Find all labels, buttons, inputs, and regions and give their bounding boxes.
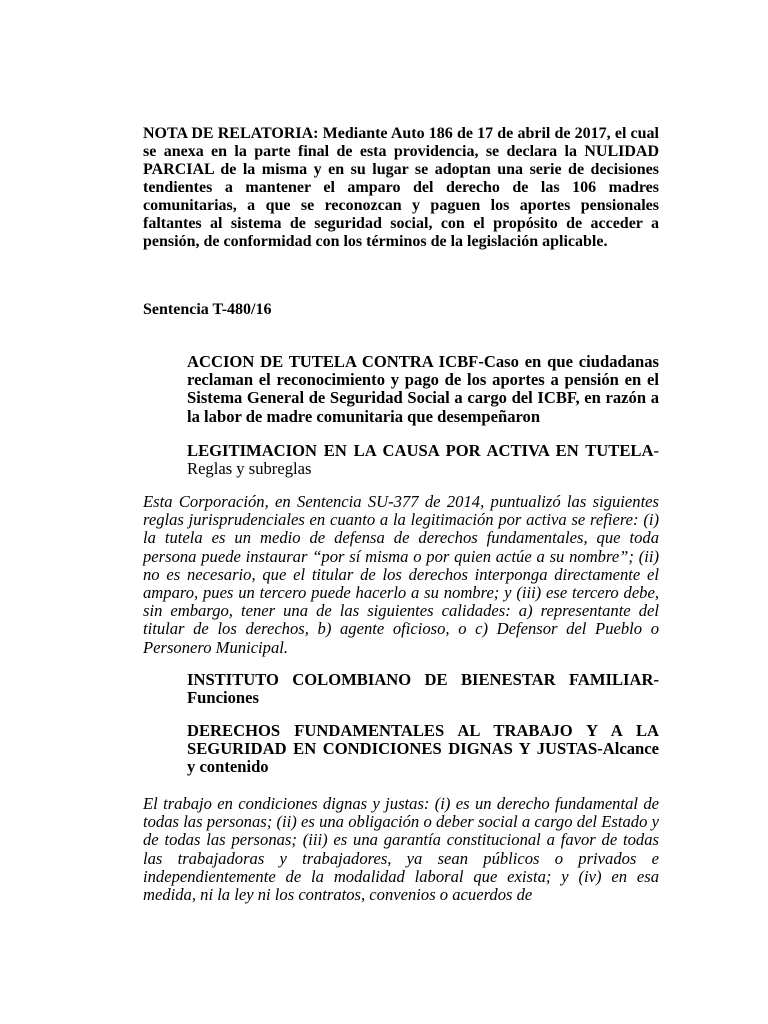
descriptor-subtitle: -Reglas y subreglas <box>187 441 659 479</box>
descriptor-title: ACCION DE TUTELA CONTRA ICBF <box>187 352 479 371</box>
descriptor-subtitle: -Alcance y contenido <box>187 739 659 777</box>
descriptor-accion-tutela <box>187 353 659 426</box>
paragraph-trabajo: El trabajo en condiciones dignas y justas: (i) es un derecho fundamental de todas las personas; (ii) es una obligación o deber social a cargo del Estado y de todas las personas; (iii) es una garantía constitucional a favor de todas las trabajadoras y trabajadores, ya sean públicos o privados e independientemente de la modalidad laboral que exista; y (iv) en esa medida, ni la ley ni los contratos, convenios o acuerdos de <box>143 794 659 905</box>
sentencia-title: Sentencia T-480/16 <box>143 301 272 318</box>
nota-label: NOTA DE RELATORIA: <box>143 125 319 142</box>
nota-de-relatoria <box>143 125 659 251</box>
descriptor-title: DERECHOS FUNDAMENTALES AL TRABAJO Y A LA SEGURIDAD EN CONDICIONES DIGNAS Y JUSTAS <box>187 721 659 759</box>
descriptor-subtitle: -Caso en que ciudadanas reclaman el reconocimiento y pago de los aportes a pensión en el Sistema General de Seguridad Social a cargo del ICBF, en razón a la labor de madre comunitaria que desempeñaron <box>187 352 659 426</box>
nota-text: Mediante Auto 186 de 17 de abril de 2017, el cual se anexa en la parte final de esta providencia, se declara la NULIDAD PARCIAL de la misma y en su lugar se adoptan una serie de decisiones tendientes a mantener el amparo del derecho de las 106 madres comunitarias, a que se reconozcan y paguen los aportes pensionales faltantes al sistema de seguridad social, con el propósito de acceder a pensión, de conformidad con los términos de la legislación aplicable. <box>143 125 660 250</box>
paragraph-legitimacion: Esta Corporación, en Sentencia SU-377 de 2014, puntualizó las siguientes reglas jurisprudenciales en cuanto a la legitimación por activa se refiere: (i) la tutela es un medio de defensa de derechos fundamentales, que toda persona puede instaurar “por sí misma o por quien actúe a su nombre”; (ii) no es necesario, que el titular de los derechos interponga directamente el amparo, pues un tercero puede hacerlo a su nombre; y (iii) ese tercero debe, sin embargo, tener una de las siguientes calidades: a) representante del titular de los derechos, b) agente oficioso, o c) Defensor del Pueblo o Personero Municipal. <box>143 492 659 657</box>
descriptor-icbf <box>187 671 659 707</box>
descriptor-title: LEGITIMACION EN LA CAUSA POR ACTIVA EN TUTELA <box>187 441 654 460</box>
descriptor-subtitle: -Funciones <box>187 670 659 708</box>
descriptor-title: INSTITUTO COLOMBIANO DE BIENESTAR FAMILIAR <box>187 670 654 689</box>
descriptor-derechos-trabajo <box>187 722 659 777</box>
descriptor-legitimacion <box>187 442 659 478</box>
